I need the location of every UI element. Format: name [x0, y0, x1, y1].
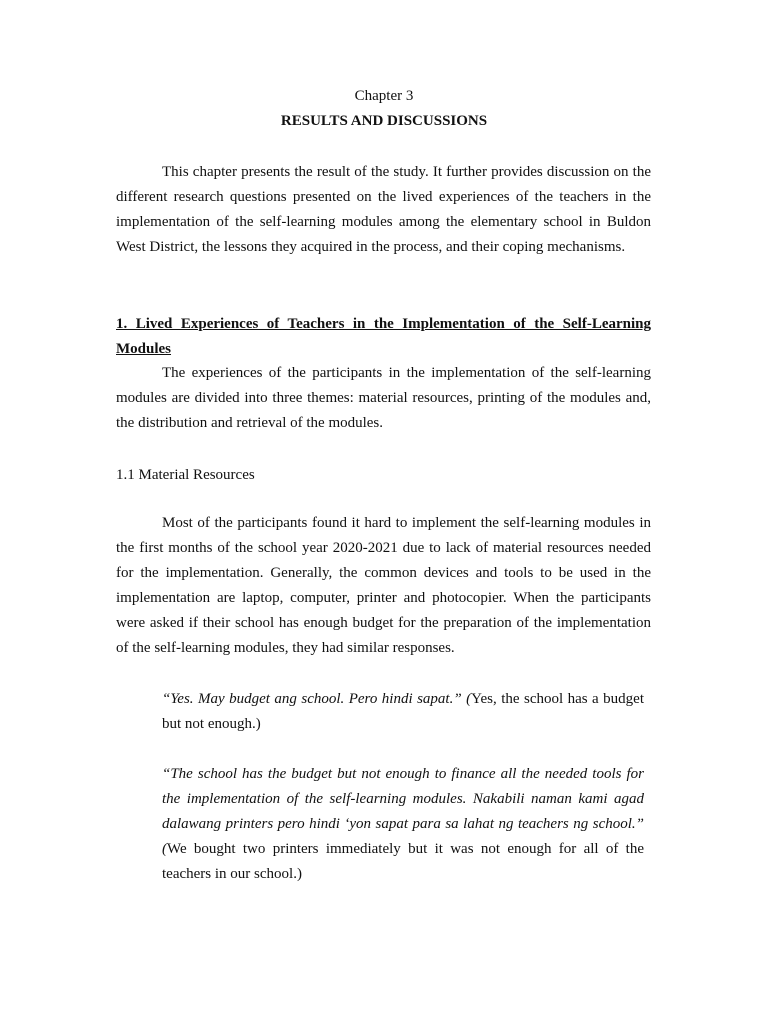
- chapter-label: Chapter 3: [354, 88, 414, 104]
- quote-2-original: “The school has the budget but not enough to finance all the needed tools for the implementation of the self-learning modules. Nakabili naman kami agad dalawang printers pero hindi ‘yon sapat para sa lahat ng teachers ng school.” (: [162, 766, 644, 857]
- subsection-heading: 1.1 Material Resources: [116, 467, 255, 483]
- intro-paragraph: This chapter presents the result of the study. It further provides discussion on the different research questions presented on the lived experiences of the teachers in the implementation of the self-learning modules among the elementary school in Buldon West District, the lessons they acquired in the process, and their coping mechanisms.: [116, 164, 651, 255]
- quote-1: [162, 687, 644, 737]
- subsection-paragraph: Most of the participants found it hard to implement the self-learning modules in the first months of the school year 2020-2021 due to lack of material resources needed for the implementation. Generally, the common devices and tools to be used in the implementation are laptop, computer, printer and photocopier. When the participants were asked if their school has enough budget for the preparation of the implementation of the self-learning modules, they had similar responses.: [116, 515, 651, 656]
- quote-1-original: “Yes. May budget ang school. Pero hindi sapat.” (: [162, 691, 472, 707]
- quote-2-translation: We bought two printers immediately but it was not enough for all of the teachers in our school.): [162, 841, 644, 882]
- chapter-title: RESULTS AND DISCUSSIONS: [280, 113, 488, 129]
- section-heading: 1. Lived Experiences of Teachers in the Implementation of the Self-Learning Modules: [116, 316, 651, 357]
- quote-2: [162, 762, 644, 887]
- section-paragraph: The experiences of the participants in the implementation of the self-learning modules are divided into three themes: material resources, printing of the modules and, the distribution and retrieval of the modules.: [116, 365, 651, 431]
- quote-1-translation: Yes, the school has a budget but not enough.): [162, 691, 644, 732]
